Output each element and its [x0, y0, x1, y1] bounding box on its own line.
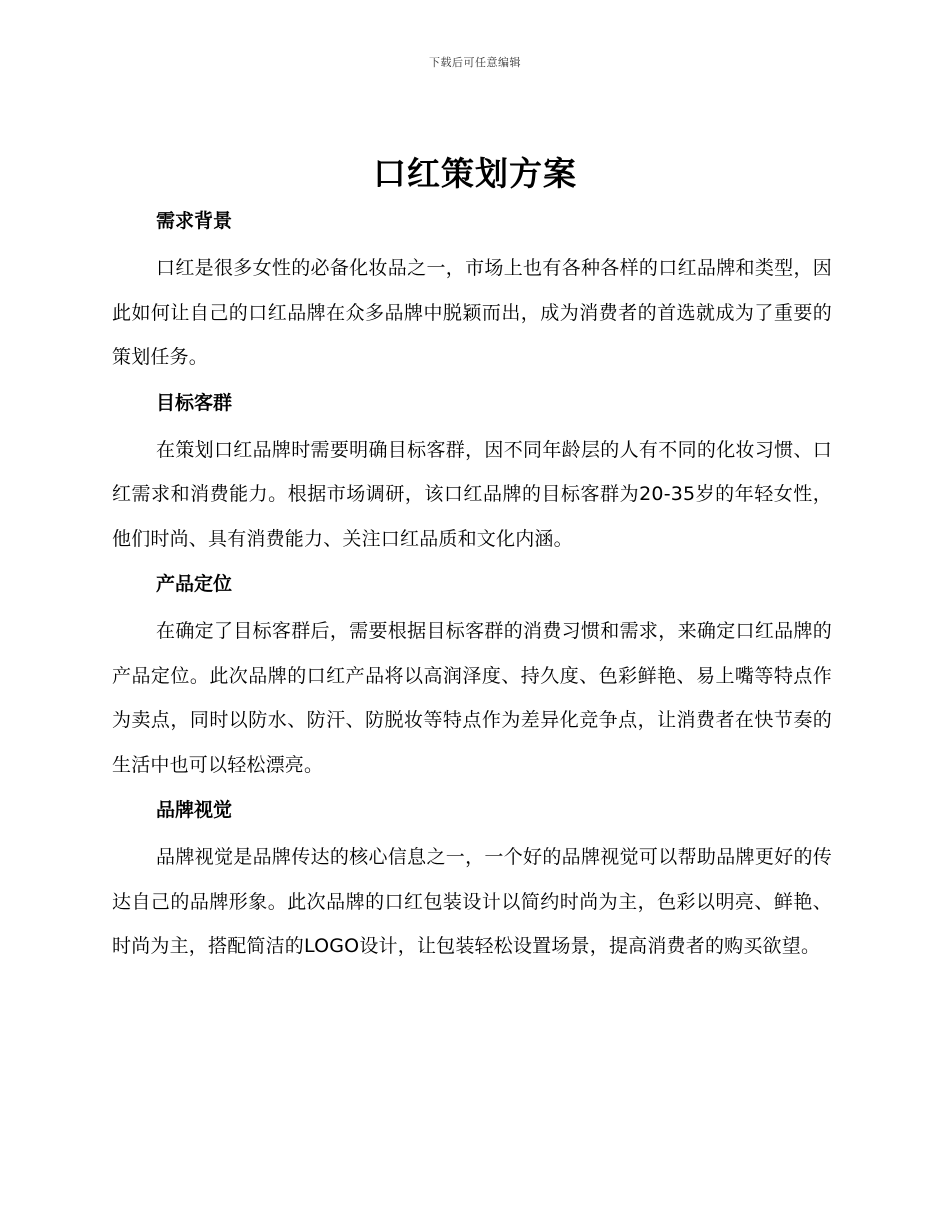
section-body: 在确定了目标客群后，需要根据目标客群的消费习惯和需求，来确定口红品牌的产品定位。此次品牌的口红产品将以高润泽度、持久度、色彩鲜艳、易上嘴等特点作为卖点，同时以防水、防汗、防脱妆等特点作为差异化竞争点，让消费者在快节奏的生活中也可以轻松漂亮。: [112, 620, 832, 776]
section-heading: 目标客群: [156, 391, 233, 414]
section-target-customers: [112, 386, 832, 562]
section-heading: 产品定位: [156, 573, 233, 595]
section-body: 口红是很多女性的必备化妆品之一，市场上也有各种各样的口红品牌和类型，因此如何让自己的口红品牌在众多品牌中脱颖而出，成为消费者的首选就成为了重要的策划任务。: [112, 257, 832, 368]
document-title: 口红策划方案: [373, 154, 577, 193]
section-heading: 需求背景: [156, 210, 233, 232]
section-product-positioning: [112, 567, 832, 787]
section-brand-visual: [112, 793, 832, 969]
section-demand-background: [112, 204, 832, 380]
section-heading: 品牌视觉: [156, 799, 233, 821]
header-note: 下载后可任意编辑: [429, 56, 521, 69]
section-body: 品牌视觉是品牌传达的核心信息之一，一个好的品牌视觉可以帮助品牌更好的传达自己的品牌形象。此次品牌的口红包装设计以简约时尚为主，色彩以明亮、鲜艳、时尚为主，搭配简洁的LOGO设计，让包装轻松设置场景，提高消费者的购买欲望。: [112, 846, 832, 957]
document-content: [112, 204, 832, 975]
section-body: 在策划口红品牌时需要明确目标客群，因不同年龄层的人有不同的化妆习惯、口红需求和消费能力。根据市场调研，该口红品牌的目标客群为20-35岁的年轻女性，他们时尚、具有消费能力、关注口红品质和文化内涵。: [112, 438, 832, 550]
